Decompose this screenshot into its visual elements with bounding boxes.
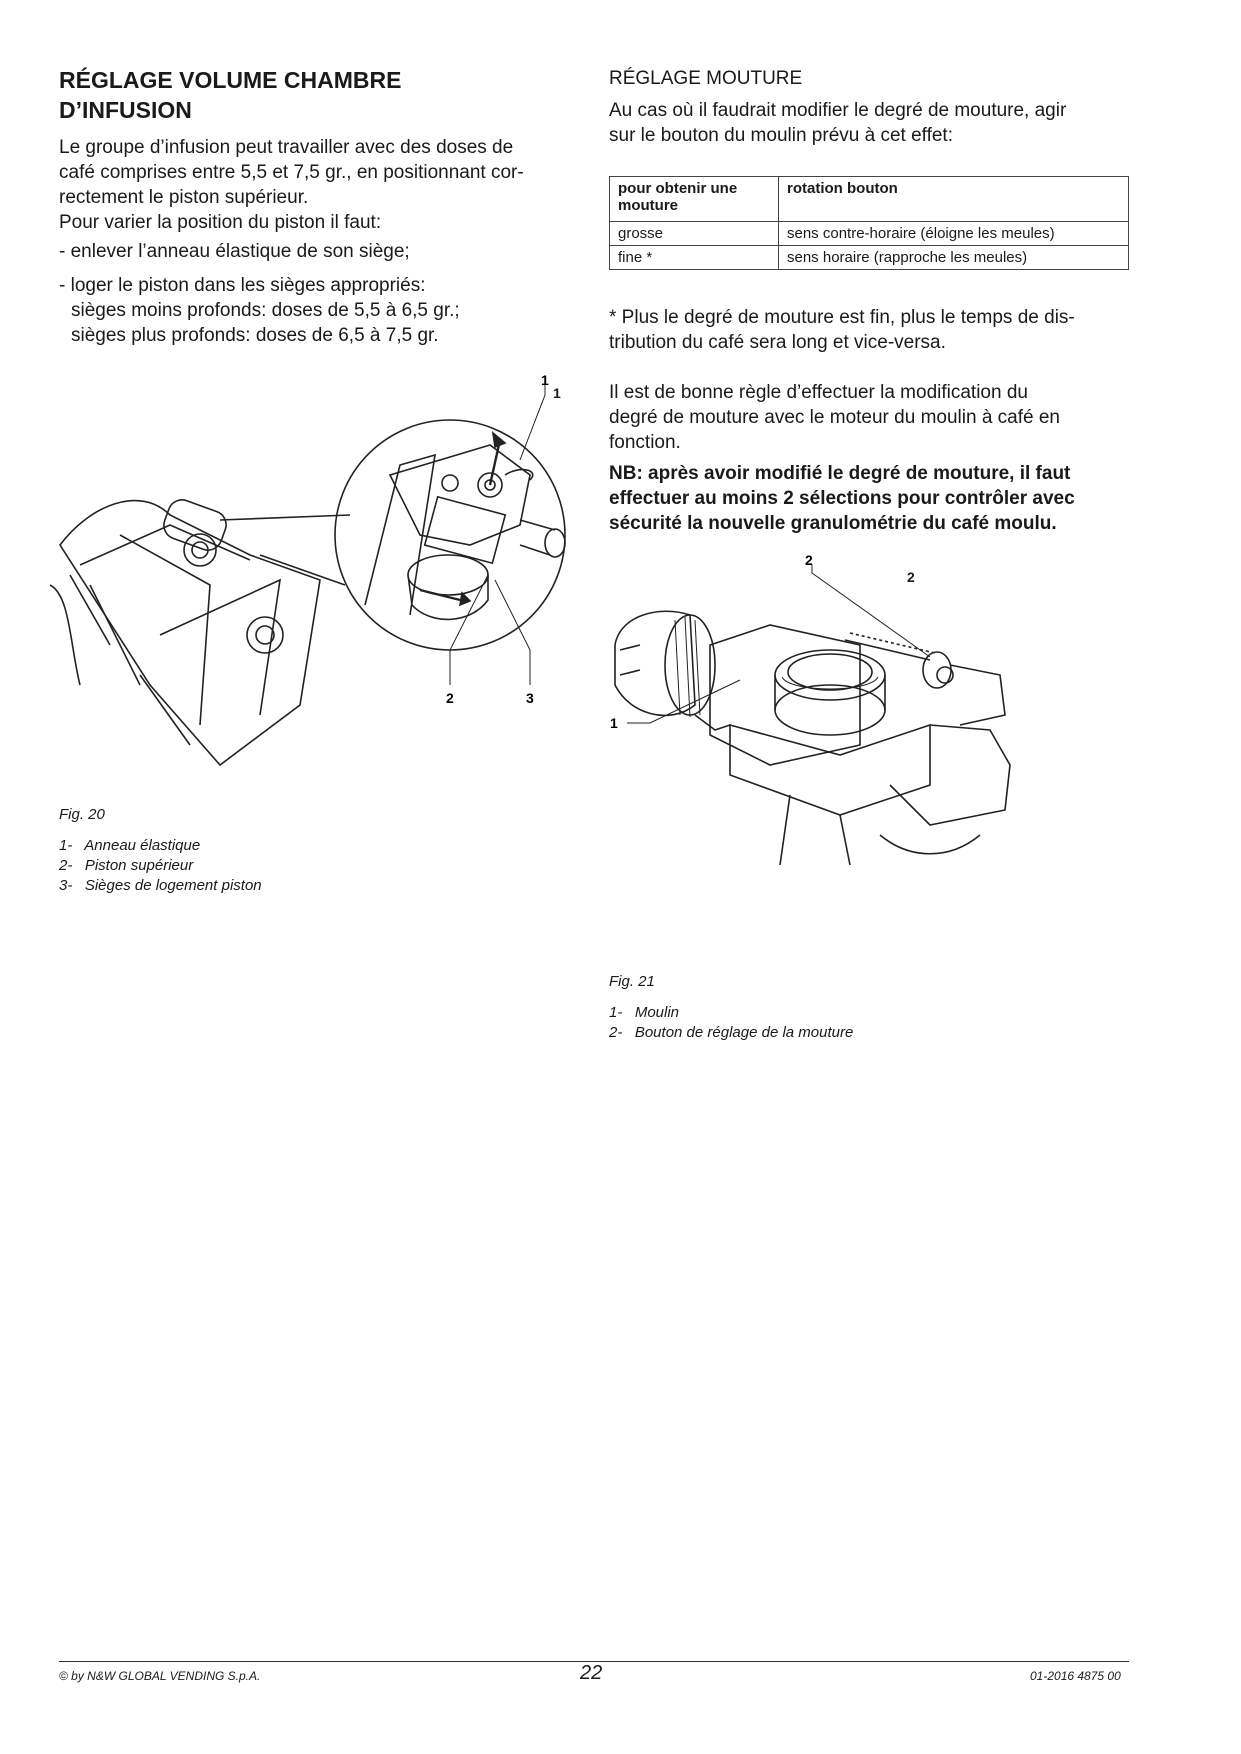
bullet-1: - enlever l’anneau élastique de son siège; bbox=[59, 241, 410, 262]
bullet-2-line1: - loger le piston dans les sièges appropriés: bbox=[59, 275, 426, 296]
mouture-paragraph bbox=[609, 380, 1149, 455]
title-line-1: RÉGLAGE VOLUME CHAMBRE bbox=[59, 67, 402, 93]
callout-1: 1 bbox=[610, 715, 618, 731]
fig20-legend-2: 2- Piston supérieur bbox=[59, 857, 194, 874]
intro-line1: Au cas où il faudrait modifier le degré de mouture, agir bbox=[609, 100, 1067, 121]
table-cell: fine * bbox=[610, 246, 779, 270]
para1-line3: rectement le piston supérieur. bbox=[59, 187, 309, 208]
section-title-infusion bbox=[59, 65, 401, 125]
bullet-2-line3: sièges plus profonds: doses de 6,5 à 7,5 gr. bbox=[71, 325, 439, 346]
page-number: 22 bbox=[580, 1662, 603, 1684]
fig21-legend-2: 2- Bouton de réglage de la mouture bbox=[609, 1024, 854, 1041]
fig20-callout-1: 1 bbox=[553, 385, 561, 401]
callout-3: 3 bbox=[526, 690, 534, 706]
nb-line1: NB: après avoir modifié le degré de mouture, il faut bbox=[609, 463, 1071, 484]
para1-line1: Le groupe d’infusion peut travailler avec des doses de bbox=[59, 137, 514, 158]
fig21-legend-1: 1- Moulin bbox=[609, 1004, 680, 1021]
table-cell: sens horaire (rapproche les meules) bbox=[779, 246, 1129, 270]
footer-doc-code: 01-2016 4875 00 bbox=[1030, 1669, 1121, 1683]
para2: Pour varier la position du piston il faut: bbox=[59, 212, 382, 233]
table-cell: grosse bbox=[610, 222, 779, 246]
para-line1: Il est de bonne règle d’effectuer la modification du bbox=[609, 382, 1028, 403]
mouture-note bbox=[609, 305, 1149, 355]
nb-note bbox=[609, 461, 1149, 536]
fig20-caption: Fig. 20 bbox=[59, 806, 105, 823]
fig20-legend-1: 1- Anneau élastique bbox=[59, 837, 201, 854]
para-line3: fonction. bbox=[609, 432, 681, 453]
table-cell: sens contre-horaire (éloigne les meules) bbox=[779, 222, 1129, 246]
table-header-cell: pour obtenir une mouture bbox=[610, 177, 779, 222]
intro-paragraph bbox=[59, 135, 579, 348]
section-title-mouture: RÉGLAGE MOUTURE bbox=[609, 68, 803, 89]
callout-2: 2 bbox=[805, 552, 813, 568]
note-line2: tribution du café sera long et vice-versa. bbox=[609, 332, 946, 353]
fig20-legend-3: 3- Sièges de logement piston bbox=[59, 877, 262, 894]
table-row bbox=[610, 246, 1129, 270]
callout-1: 1 bbox=[541, 372, 549, 388]
callout-2: 2 bbox=[446, 690, 454, 706]
mouture-intro bbox=[609, 98, 1149, 148]
figure-21-grinder bbox=[600, 552, 1020, 895]
table-row bbox=[610, 222, 1129, 246]
bullet-2-line2: sièges moins profonds: doses de 5,5 à 6,5 gr.; bbox=[71, 300, 460, 321]
figure-20-infusion-group bbox=[50, 372, 580, 795]
table-header-row bbox=[610, 177, 1129, 222]
nb-line2: effectuer au moins 2 sélections pour contrôler avec bbox=[609, 488, 1075, 509]
fig21-caption: Fig. 21 bbox=[609, 973, 655, 990]
para-line2: degré de mouture avec le moteur du moulin à café en bbox=[609, 407, 1060, 428]
mouture-table bbox=[609, 176, 1129, 270]
nb-line3: sécurité la nouvelle granulométrie du café moulu. bbox=[609, 513, 1057, 534]
title-line-2: D’INFUSION bbox=[59, 97, 192, 123]
note-line1: * Plus le degré de mouture est fin, plus le temps de dis- bbox=[609, 307, 1075, 328]
fig21-callout-2: 2 bbox=[907, 569, 915, 585]
footer-copyright: © by N&W GLOBAL VENDING S.p.A. bbox=[59, 1669, 261, 1683]
intro-line2: sur le bouton du moulin prévu à cet effet: bbox=[609, 125, 953, 146]
table-header-cell: rotation bouton bbox=[779, 177, 1129, 222]
para1-line2: café comprises entre 5,5 et 7,5 gr., en positionnant cor- bbox=[59, 162, 524, 183]
